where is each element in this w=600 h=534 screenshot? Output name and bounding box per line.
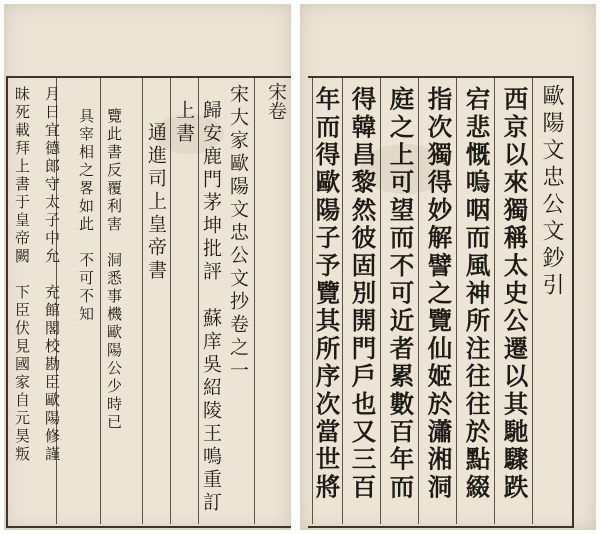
column-rule — [418, 78, 419, 524]
column-rule — [254, 78, 255, 524]
right-page — [300, 4, 596, 530]
preface-column-6: 年而得歐陽子予覽其所序次當世將 — [312, 86, 342, 502]
book-title: 宋大家歐陽文忠公文抄卷之一 — [227, 84, 249, 383]
section-title: 上書 — [173, 100, 195, 146]
preface-column-4: 庭之上可望而不可近者累數百年而 — [386, 86, 416, 502]
column-rule — [494, 78, 495, 524]
editor-line-2: 蘇庠吳紹陵王鳴重訂 — [200, 308, 222, 515]
column-rule — [380, 78, 381, 524]
folio-marker: 宋卷 — [265, 82, 287, 120]
column-rule — [456, 78, 457, 524]
column-rule — [100, 78, 101, 524]
column-rule — [142, 78, 143, 524]
preface-title: 歐陽文忠公文鈔引 — [539, 84, 564, 300]
column-rule — [532, 78, 533, 524]
memorial-heading: 通進司上皇帝書 — [145, 122, 167, 283]
commentary-column-1: 覽此書反覆利害 洞悉事機歐陽公少時已 — [105, 108, 123, 432]
column-rule — [198, 78, 199, 524]
preface-column-2: 宕悲慨嗚咽而風神所注往往於點綴 — [462, 86, 492, 502]
commentary-column-2: 具宰相之畧如此 不可不知 — [77, 108, 95, 324]
preface-column-3: 指次獨得妙解譬之覽仙姬於瀟湘洞 — [424, 86, 454, 502]
column-rule — [342, 78, 343, 524]
column-rule — [170, 78, 171, 524]
memorial-column-2: 昧死載拜上書于皇帝闕 下臣伏見國家自元昊叛 — [13, 86, 31, 464]
left-page — [4, 4, 291, 530]
preface-column-1: 西京以來獨稱太史公遷以其馳驟跌 — [500, 86, 530, 502]
preface-column-5: 得韓昌黎然彼固別開門戶也又三百 — [348, 86, 378, 502]
editor-line-1: 歸安鹿門茅坤批評 — [200, 100, 222, 284]
memorial-column-1: 月日宜德郎守太子中允 充館閣校勘臣歐陽修謹 — [43, 86, 61, 464]
